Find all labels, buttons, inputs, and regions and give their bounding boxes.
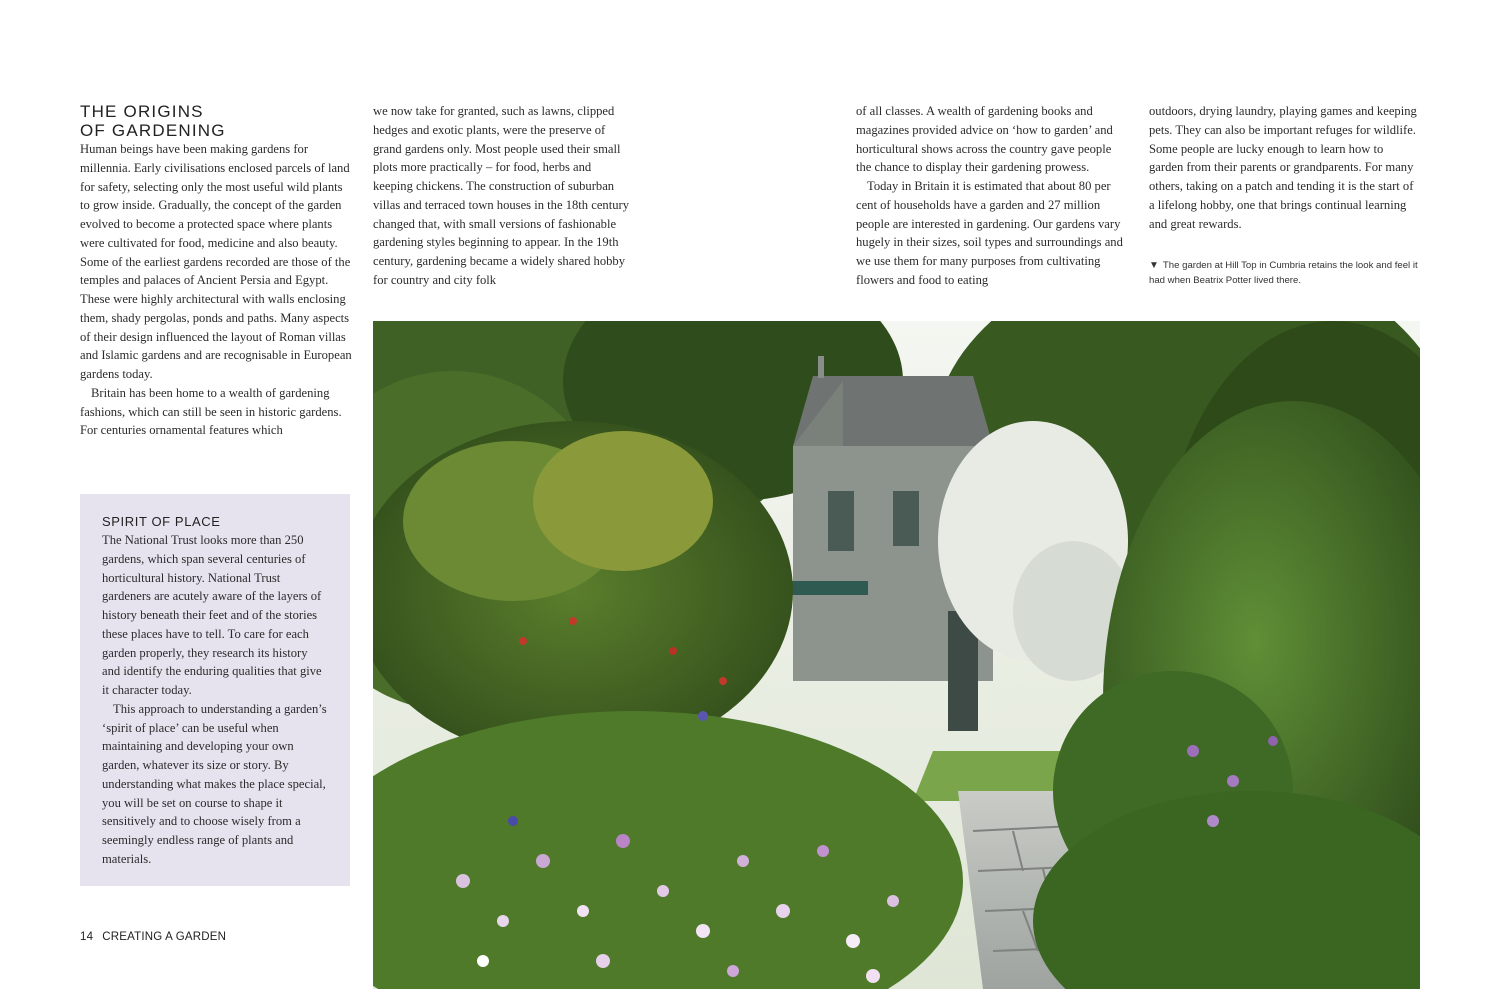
photo-caption xyxy=(1149,258,1419,288)
caption-marker-icon: ▼ xyxy=(1149,260,1159,271)
article-column-3 xyxy=(856,102,1128,290)
paragraph: outdoors, drying laundry, playing games and keeping pets. They can also be important refuges for wildlife. Some people are lucky enough to learn how to garden from their parents or grandparents. For many others, taking on a patch and tending it is the start of a lifelong hobby, one that brings continual learning and great rewards. xyxy=(1149,104,1417,231)
paragraph: we now take for granted, such as lawns, clipped hedges and exotic plants, were the preserve of grand gardens only. Most people used their small plots more practically – for food, herbs and keeping chickens. The construction of suburban villas and terraced town houses in the 18th century changed that, with small versions of fashionable gardening styles beginning to appear. In the 19th century, gardening became a widely shared hobby for country and city folk xyxy=(373,104,630,287)
sidebar-paragraph: This approach to understanding a garden’s ‘spirit of place’ can be useful when maintaining and developing your own garden, whatever its size or story. By understanding what makes the place special, you will be set on course to shape it sensitively and to choose wisely from a seemingly endless range of plants and materials. xyxy=(102,701,327,866)
heading-line-1: THE ORIGINS xyxy=(80,102,204,121)
article-column-1 xyxy=(80,102,352,440)
caption-text: The garden at Hill Top in Cumbria retains the look and feel it had when Beatrix Potter lived there. xyxy=(1149,260,1418,286)
paragraph: Today in Britain it is estimated that about 80 per cent of households have a garden and 27 million people are interested in gardening. Our gardens vary hugely in their sizes, soil types and surroundings and we use them for many purposes from cultivating flowers and food to eating xyxy=(856,179,1123,287)
garden-photo-illustration xyxy=(373,321,1420,989)
article-column-2 xyxy=(373,102,633,290)
garden-photo xyxy=(373,321,1420,989)
paragraph: Britain has been home to a wealth of gardening fashions, which can still be seen in historic gardens. For centuries ornamental features which xyxy=(80,385,342,438)
section-title: CREATING A GARDEN xyxy=(102,931,227,943)
paragraph: of all classes. A wealth of gardening books and magazines provided advice on ‘how to garden’ and horticultural shows across the country gave people the chance to display their gardening prowess. xyxy=(856,104,1113,175)
paragraph: Human beings have been making gardens for millennia. Early civilisations enclosed parcels of land for safety, selecting only the most useful wild plants to grow inside. Gradually, the concept of the garden evolved to become a protected space where plants were cultivated for food, medicine and also beauty. Some of the earliest gardens recorded are those of the temples and palaces of Ancient Persia and Egypt. These were highly architectural with walls enclosing them, shady pergolas, ponds and paths. Many aspects of their design influenced the layout of Roman villas and Islamic gardens and are recognisable in European gardens today. xyxy=(80,142,352,381)
article-heading xyxy=(80,102,352,140)
sidebar-title: SPIRIT OF PLACE xyxy=(102,514,221,529)
article-column-4 xyxy=(1149,102,1417,233)
spirit-of-place-box xyxy=(80,494,350,886)
page-number: 14 xyxy=(80,931,94,943)
heading-line-2: OF GARDENING xyxy=(80,121,226,140)
page-footer xyxy=(80,931,226,943)
sidebar-paragraph: The National Trust looks more than 250 gardens, which span several centuries of horticultural history. National Trust gardeners are acutely aware of the layers of history beneath their feet and of the stories these places have to tell. To care for each garden properly, they research its history and identify the enduring qualities that give it character today. xyxy=(102,533,322,697)
